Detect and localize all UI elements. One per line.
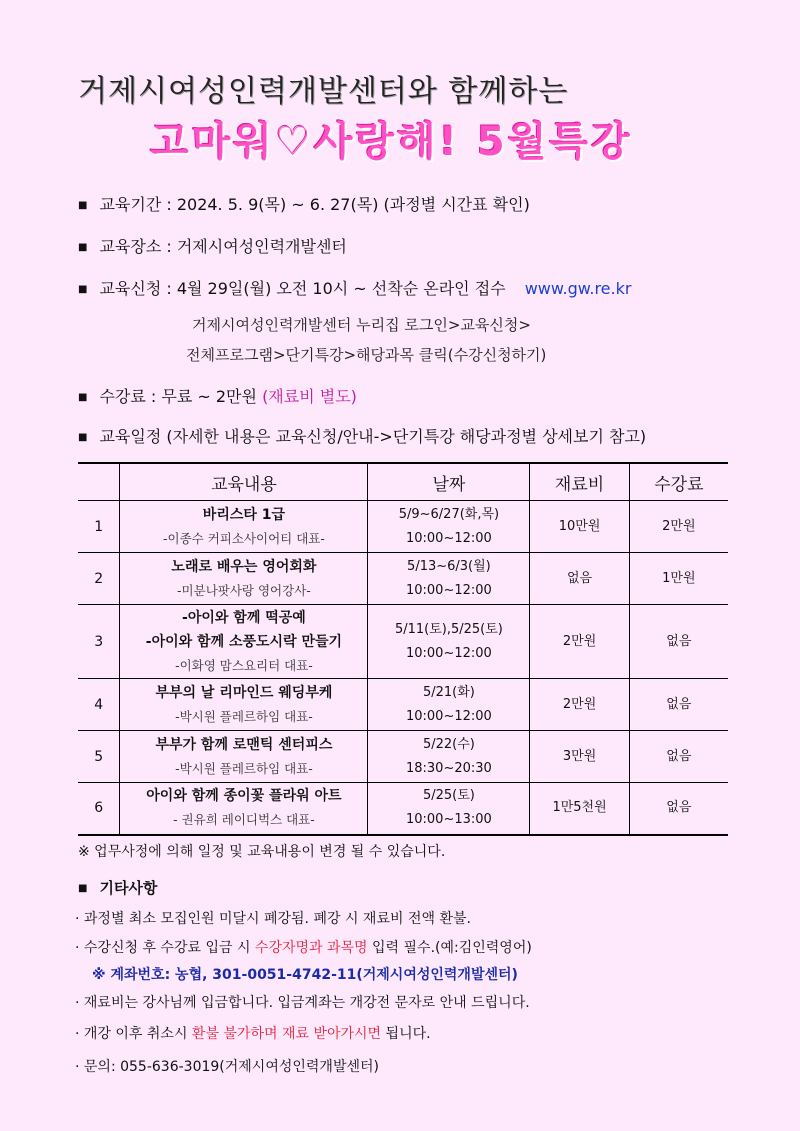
header-content: 교육내용 xyxy=(120,463,368,501)
course-instructor: -이화영 맘스요리터 대표- xyxy=(175,657,313,673)
period-text: 교육기간 : 2024. 5. 9(목) ~ 6. 27(목) (과정별 시간표 확인) xyxy=(99,195,530,214)
date-line: 5/13~6/3(월) xyxy=(407,558,491,574)
row-fee: 1만원 xyxy=(629,553,728,605)
table-row xyxy=(78,679,728,731)
row-date xyxy=(368,679,530,731)
fee-note: (재료비 별도) xyxy=(262,387,357,406)
table-header-row xyxy=(78,463,728,501)
row-number: 4 xyxy=(78,679,120,731)
header-number xyxy=(78,463,120,501)
row-number: 5 xyxy=(78,731,120,783)
etc-heading-text: 기타사항 xyxy=(99,879,158,897)
row-number: 3 xyxy=(78,605,120,679)
etc-line-4-a: · 개강 이후 취소시 xyxy=(75,1026,192,1042)
course-instructor: -이종수 커피소사이어티 대표- xyxy=(162,530,325,546)
info-period xyxy=(78,192,758,215)
row-material: 1만5천원 xyxy=(530,783,629,835)
course-title: -아이와 함께 떡공예 xyxy=(182,609,306,626)
table-row xyxy=(78,783,728,835)
bullet-icon: ■ xyxy=(78,883,88,894)
place-text: 교육장소 : 거제시여성인력개발센터 xyxy=(99,237,347,256)
row-content xyxy=(120,501,368,553)
bullet-icon: ■ xyxy=(78,242,88,253)
row-fee: 없음 xyxy=(629,783,728,835)
bullet-icon: ■ xyxy=(78,392,88,403)
date-line: 5/21(화) xyxy=(422,684,475,700)
row-content xyxy=(120,553,368,605)
apply-url-link[interactable]: www.gw.re.kr xyxy=(524,279,632,298)
account-number: ※ 계좌번호: 농협, 301-0051-4742-11(거제시여성인력개발센터) xyxy=(92,967,518,983)
time-line: 10:00~12:00 xyxy=(405,530,492,546)
etc-heading xyxy=(78,877,157,898)
info-apply xyxy=(78,276,758,299)
info-fee xyxy=(78,384,758,407)
etc-line-5: · 문의: 055-636-3019(거제시여성인력개발센터) xyxy=(75,1059,379,1075)
row-content xyxy=(120,679,368,731)
header-date: 날짜 xyxy=(368,463,530,501)
etc-line-2 xyxy=(75,937,765,957)
apply-line-3: 전체프로그램>단기특강>해당과목 클릭(수강신청하기) xyxy=(186,346,547,364)
course-title: 부부가 함께 로맨틱 센터피스 xyxy=(155,736,333,753)
date-line: 5/22(수) xyxy=(422,736,475,752)
course-title: 바리스타 1급 xyxy=(202,506,286,523)
row-fee: 없음 xyxy=(629,605,728,679)
etc-line-3: · 재료비는 강사님께 입금합니다. 입금계좌는 개강전 문자로 안내 드립니다. xyxy=(75,995,530,1011)
title-line-2: 고마워♡사랑해! 5월특강 xyxy=(150,119,633,165)
row-fee: 없음 xyxy=(629,731,728,783)
etc-line-4-red: 환불 불가하며 재료 받아가시면 xyxy=(191,1026,382,1042)
course-instructor: -박시원 플레르하임 대표- xyxy=(175,708,313,724)
row-date xyxy=(368,731,530,783)
row-number: 2 xyxy=(78,553,120,605)
etc-line-2-a: · 수강신청 후 수강료 입금 시 xyxy=(75,940,255,956)
row-material: 2만원 xyxy=(530,679,629,731)
info-schedule xyxy=(78,424,758,447)
etc-line-2-red: 수강자명과 과목명 xyxy=(254,940,368,956)
row-date xyxy=(368,605,530,679)
course-title: 아이와 함께 종이꽃 플라워 아트 xyxy=(146,788,342,805)
row-material: 3만원 xyxy=(530,731,629,783)
row-content xyxy=(120,605,368,679)
row-content xyxy=(120,731,368,783)
schedule-table xyxy=(78,462,728,836)
apply-line-2: 거제시여성인력개발센터 누리집 로그인>교육신청> xyxy=(192,316,531,334)
row-date xyxy=(368,501,530,553)
row-date xyxy=(368,783,530,835)
course-instructor: -박시원 플레르하임 대표- xyxy=(175,760,313,776)
change-notice: ※ 업무사정에 의해 일정 및 교육내용이 변경 될 수 있습니다. xyxy=(78,844,446,860)
table-row xyxy=(78,605,728,679)
date-line: 5/11(토),5/25(토) xyxy=(394,621,503,637)
course-title: 부부의 날 리마인드 웨딩부케 xyxy=(155,684,333,701)
etc-line-1: · 과정별 최소 모집인원 미달시 폐강됨. 폐강 시 재료비 전액 환불. xyxy=(75,911,471,927)
etc-line-2-b: 입력 필수.(예:김인력영어) xyxy=(367,940,532,956)
row-fee: 없음 xyxy=(629,679,728,731)
fee-text: 수강료 : 무료 ~ 2만원 xyxy=(99,387,257,406)
row-material: 없음 xyxy=(530,553,629,605)
info-place xyxy=(78,234,758,257)
course-title: 노래로 배우는 영어회화 xyxy=(171,558,317,575)
bullet-icon: ■ xyxy=(78,284,88,295)
date-line: 5/25(토) xyxy=(422,788,475,804)
course-instructor: -미분나팟사랑 영어강사- xyxy=(177,582,311,598)
table-row xyxy=(78,731,728,783)
etc-line-4-b: 됩니다. xyxy=(381,1026,431,1042)
course-instructor: - 권유희 레이디벅스 대표- xyxy=(173,812,315,828)
header-fee: 수강료 xyxy=(629,463,728,501)
time-line: 10:00~12:00 xyxy=(405,708,492,724)
row-date xyxy=(368,553,530,605)
time-line: 10:00~13:00 xyxy=(405,812,492,828)
row-material: 2만원 xyxy=(530,605,629,679)
bullet-icon: ■ xyxy=(78,432,88,443)
date-line: 5/9~6/27(화,목) xyxy=(398,506,500,522)
row-number: 6 xyxy=(78,783,120,835)
row-content xyxy=(120,783,368,835)
row-fee: 2만원 xyxy=(629,501,728,553)
course-title-2: -아이와 함께 소풍도시락 만들기 xyxy=(145,633,343,650)
table-row xyxy=(78,553,728,605)
header-material: 재료비 xyxy=(530,463,629,501)
time-line: 10:00~12:00 xyxy=(405,582,492,598)
schedule-text: 교육일정 (자세한 내용은 교육신청/안내->단기특강 해당과정별 상세보기 참고) xyxy=(99,427,647,446)
row-number: 1 xyxy=(78,501,120,553)
table-row xyxy=(78,501,728,553)
apply-text: 교육신청 : 4월 29일(월) 오전 10시 ~ 선착순 온라인 접수 xyxy=(99,279,506,298)
etc-line-4 xyxy=(75,1023,765,1043)
bullet-icon: ■ xyxy=(78,200,88,211)
row-material: 10만원 xyxy=(530,501,629,553)
time-line: 18:30~20:30 xyxy=(405,760,492,776)
title-line-1: 거제시여성인력개발센터와 함께하는 xyxy=(78,74,569,109)
time-line: 10:00~12:00 xyxy=(405,645,492,661)
